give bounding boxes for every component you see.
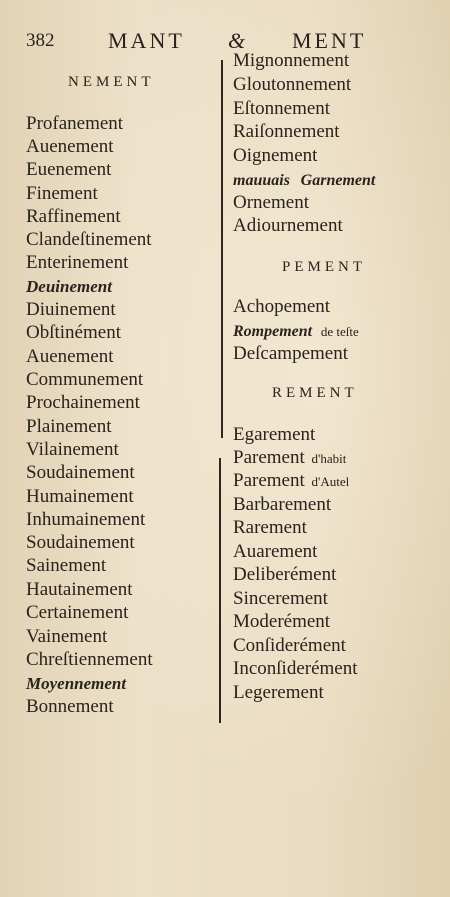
page-number: 382	[26, 30, 55, 51]
phrase-main: Parement	[233, 470, 305, 491]
list-item: Hautainement	[26, 579, 133, 600]
list-item: Certainement	[26, 602, 129, 623]
list-item: Bonnement	[26, 696, 114, 717]
list-item: Auenement	[26, 346, 114, 367]
list-item: Chreſtiennement	[26, 649, 153, 670]
list-item-italic: Moyennement	[26, 674, 127, 693]
list-item-phrase	[233, 320, 359, 343]
list-item: Gloutonnement	[233, 74, 352, 95]
list-item: Enterinement	[26, 252, 129, 273]
list-item: Achopement	[233, 296, 331, 317]
list-item: Auarement	[233, 541, 318, 562]
list-item: Sainement	[26, 555, 107, 576]
list-item: Sincerement	[233, 588, 328, 609]
header-right-title: MENT	[292, 28, 367, 53]
list-item: Euenement	[26, 159, 112, 180]
list-item: Inconſiderément	[233, 658, 358, 679]
list-item: Oignement	[233, 145, 318, 166]
list-item: Obſtinément	[26, 322, 121, 343]
column-rule-lower	[219, 458, 221, 723]
left-column-heading: NEMENT	[68, 74, 155, 90]
list-item-phrase	[233, 470, 349, 493]
list-item: Soudainement	[26, 532, 135, 553]
list-item: Raiſonnement	[233, 121, 340, 142]
list-item: Deliberément	[233, 564, 337, 585]
list-item: Eſtonnement	[233, 98, 331, 119]
header-ampersand: &	[228, 28, 246, 53]
list-item-phrase	[233, 447, 346, 470]
list-item-phrase	[233, 169, 375, 192]
list-item: Diuinement	[26, 299, 116, 320]
list-item: Rarement	[233, 517, 307, 538]
list-item: Legerement	[233, 682, 324, 703]
list-item: Prochainement	[26, 392, 140, 413]
list-item: Vilainement	[26, 439, 119, 460]
list-item: Vainement	[26, 626, 108, 647]
list-item: Moderément	[233, 611, 331, 632]
pement-heading: PEMENT	[282, 259, 366, 275]
list-item: Deſcampement	[233, 343, 349, 364]
phrase-main: Parement	[233, 447, 305, 468]
list-item: Egarement	[233, 424, 316, 445]
list-item: Inhumainement	[26, 509, 146, 530]
list-item: Auenement	[26, 136, 114, 157]
list-item: Profanement	[26, 113, 124, 134]
list-item: Communement	[26, 369, 144, 390]
list-item: Plainement	[26, 416, 112, 437]
list-item: Ornement	[233, 192, 309, 213]
list-item: Clandeſtinement	[26, 229, 152, 250]
phrase-note: d'habit	[311, 451, 347, 466]
phrase-main: Garnement	[300, 172, 376, 189]
list-item: Humainement	[26, 486, 134, 507]
list-item: Barbarement	[233, 494, 332, 515]
phrase-qualifier: mauuais	[233, 172, 290, 189]
phrase-note: de teſte	[320, 324, 359, 339]
list-item: Raffinement	[26, 206, 121, 227]
list-item: Mignonnement	[233, 50, 350, 71]
column-rule-upper	[221, 60, 223, 438]
list-item: Adiournement	[233, 215, 343, 236]
list-item: Conſiderément	[233, 635, 346, 656]
list-item: Finement	[26, 183, 98, 204]
list-item: Soudainement	[26, 462, 135, 483]
phrase-main: Rompement	[233, 323, 313, 340]
phrase-note: d'Autel	[311, 474, 350, 489]
running-header	[0, 28, 450, 54]
list-item-italic: Deuinement	[26, 277, 112, 296]
header-left-title: MANT	[108, 28, 185, 53]
rement-heading: REMENT	[272, 385, 358, 401]
